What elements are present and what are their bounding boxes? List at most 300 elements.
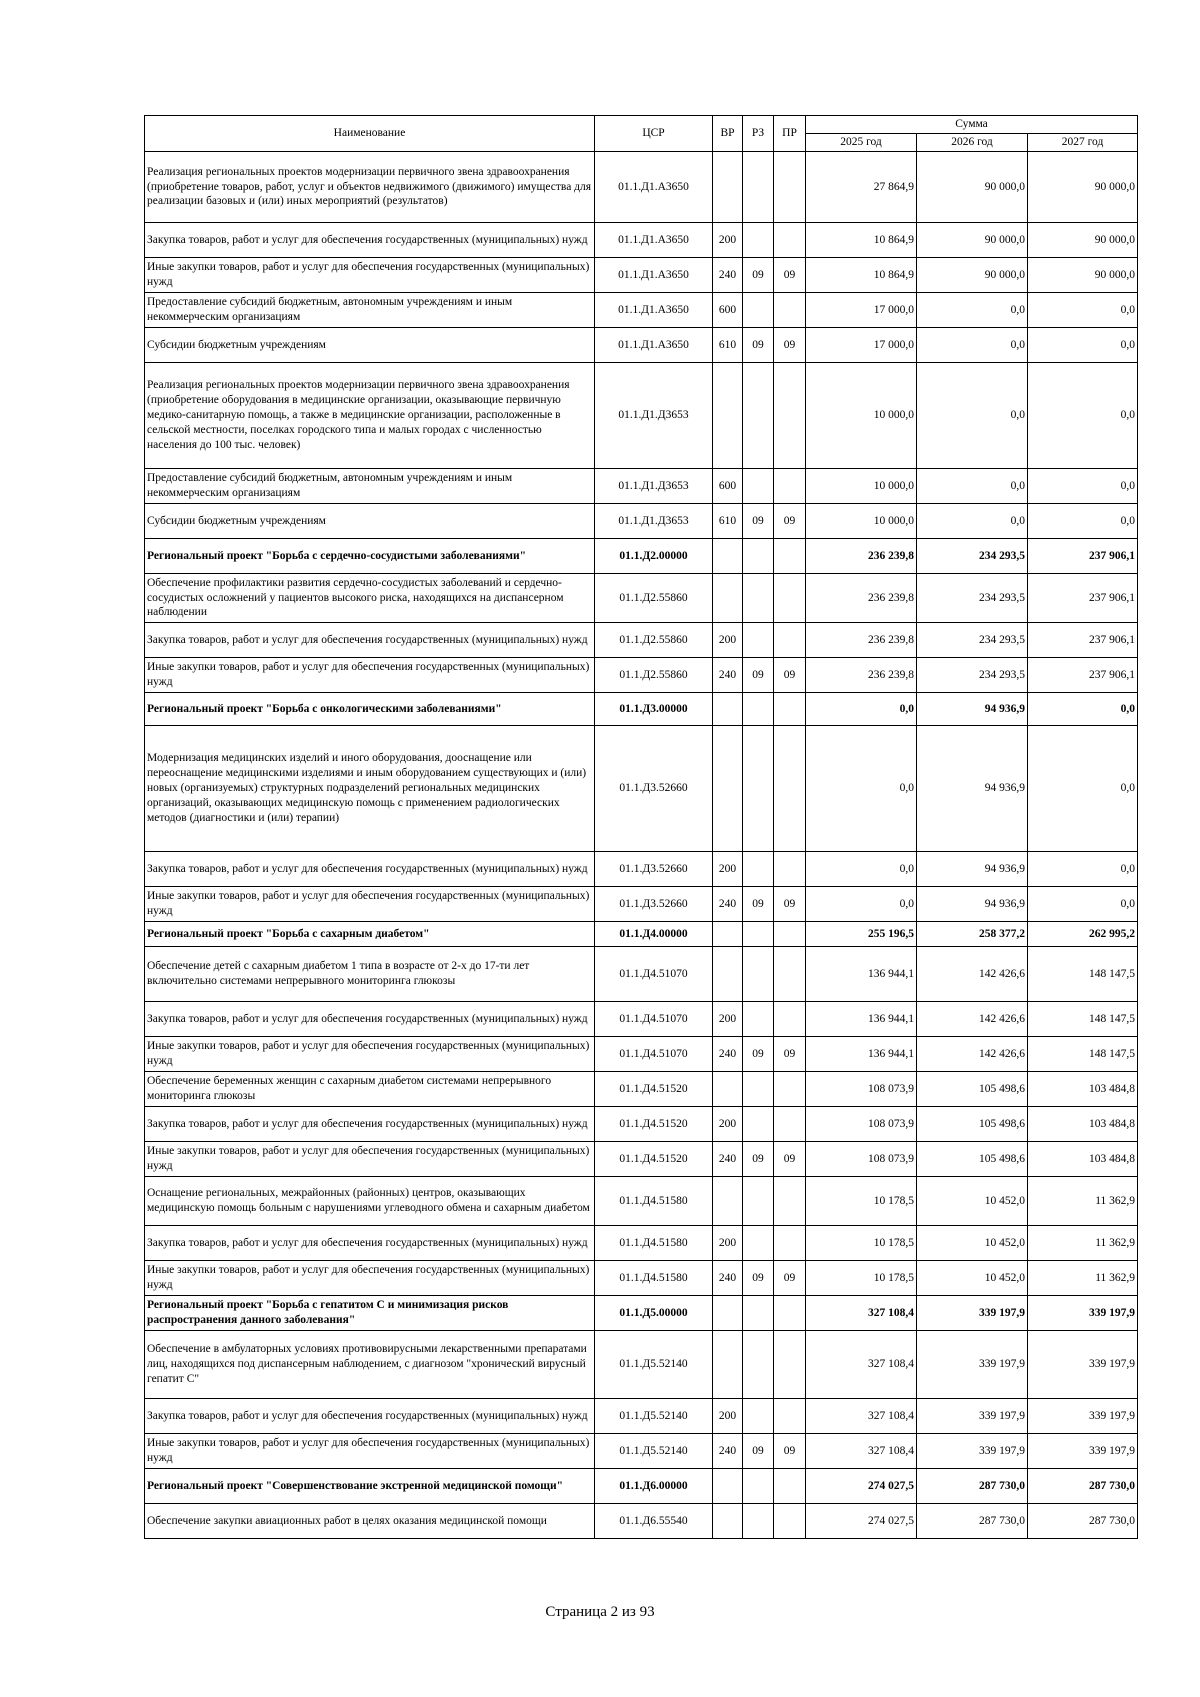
cell-rz [743, 574, 774, 623]
table-row [145, 947, 1138, 1002]
cell-vr: 240 [713, 1142, 743, 1177]
header-pr: ПР [774, 116, 806, 152]
table-row [145, 328, 1138, 363]
table-row [145, 658, 1138, 693]
cell-csr: 01.1.Д1.А3650 [595, 258, 713, 293]
cell-amount-2027: 0,0 [1028, 363, 1138, 469]
cell-pr [774, 1296, 806, 1331]
cell-csr: 01.1.Д2.00000 [595, 539, 713, 574]
cell-name: Региональный проект "Борьба с онкологическими заболеваниями" [145, 693, 595, 726]
cell-rz: 09 [743, 887, 774, 922]
cell-pr: 09 [774, 1261, 806, 1296]
header-year-2027: 2027 год [1028, 134, 1138, 152]
cell-amount-2026: 234 293,5 [917, 574, 1028, 623]
cell-name: Реализация региональных проектов модернизации первичного звена здравоохранения (приобретение оборудования в медицинские организации, оказывающие первичную медико-санитарную помощь, а также в медицинские организации, расположенные в сельской местности, поселках городского типа и малых городах с численностью населения до 100 тыс. человек) [145, 363, 595, 469]
cell-rz [743, 1296, 774, 1331]
cell-rz [743, 693, 774, 726]
cell-amount-2025: 255 196,5 [806, 922, 917, 947]
cell-name: Иные закупки товаров, работ и услуг для обеспечения государственных (муниципальных) нужд [145, 1142, 595, 1177]
table-row [145, 1142, 1138, 1177]
cell-rz: 09 [743, 328, 774, 363]
cell-csr: 01.1.Д1.А3650 [595, 328, 713, 363]
cell-amount-2026: 10 452,0 [917, 1226, 1028, 1261]
cell-amount-2026: 0,0 [917, 293, 1028, 328]
cell-pr [774, 1177, 806, 1226]
table-row [145, 1261, 1138, 1296]
header-year-2026: 2026 год [917, 134, 1028, 152]
header-vr: ВР [713, 116, 743, 152]
cell-amount-2025: 10 864,9 [806, 223, 917, 258]
cell-name: Обеспечение детей с сахарным диабетом 1 типа в возрасте от 2-х до 17-ти лет включительно системами непрерывного мониторинга глюкозы [145, 947, 595, 1002]
cell-rz [743, 469, 774, 504]
cell-amount-2026: 339 197,9 [917, 1296, 1028, 1331]
cell-amount-2025: 17 000,0 [806, 328, 917, 363]
cell-csr: 01.1.Д1.Д3653 [595, 363, 713, 469]
cell-vr: 200 [713, 1226, 743, 1261]
cell-amount-2025: 0,0 [806, 852, 917, 887]
cell-amount-2027: 103 484,8 [1028, 1142, 1138, 1177]
cell-name: Субсидии бюджетным учреждениям [145, 504, 595, 539]
cell-name: Обеспечение беременных женщин с сахарным диабетом системами непрерывного мониторинга глюкозы [145, 1072, 595, 1107]
cell-amount-2027: 148 147,5 [1028, 1002, 1138, 1037]
cell-amount-2026: 94 936,9 [917, 693, 1028, 726]
cell-amount-2026: 94 936,9 [917, 887, 1028, 922]
cell-csr: 01.1.Д2.55860 [595, 574, 713, 623]
cell-rz [743, 1226, 774, 1261]
cell-vr [713, 1296, 743, 1331]
cell-rz: 09 [743, 658, 774, 693]
cell-csr: 01.1.Д1.Д3653 [595, 469, 713, 504]
budget-table [144, 115, 1138, 1539]
cell-amount-2026: 105 498,6 [917, 1072, 1028, 1107]
cell-amount-2027: 90 000,0 [1028, 223, 1138, 258]
cell-amount-2026: 339 197,9 [917, 1331, 1028, 1399]
cell-amount-2025: 136 944,1 [806, 1037, 917, 1072]
cell-amount-2026: 0,0 [917, 328, 1028, 363]
cell-csr: 01.1.Д4.51580 [595, 1226, 713, 1261]
cell-pr [774, 1469, 806, 1504]
cell-amount-2027: 339 197,9 [1028, 1296, 1138, 1331]
cell-rz [743, 1107, 774, 1142]
cell-vr: 240 [713, 258, 743, 293]
table-row [145, 1504, 1138, 1539]
page-number: Страница 2 из 93 [545, 1604, 655, 1620]
cell-amount-2025: 10 000,0 [806, 469, 917, 504]
cell-rz: 09 [743, 1434, 774, 1469]
cell-csr: 01.1.Д5.00000 [595, 1296, 713, 1331]
cell-vr: 240 [713, 658, 743, 693]
cell-rz [743, 623, 774, 658]
cell-rz [743, 1177, 774, 1226]
cell-pr [774, 1002, 806, 1037]
table-row [145, 152, 1138, 223]
cell-pr: 09 [774, 504, 806, 539]
cell-amount-2025: 10 000,0 [806, 363, 917, 469]
cell-vr [713, 947, 743, 1002]
cell-name: Обеспечение профилактики развития сердечно-сосудистых заболеваний и сердечно-сосудистых осложнений у пациентов высокого риска, находящихся на диспансерном наблюдении [145, 574, 595, 623]
table-row [145, 887, 1138, 922]
cell-amount-2027: 90 000,0 [1028, 152, 1138, 223]
cell-amount-2026: 105 498,6 [917, 1107, 1028, 1142]
table-row [145, 469, 1138, 504]
cell-amount-2026: 234 293,5 [917, 658, 1028, 693]
cell-amount-2025: 17 000,0 [806, 293, 917, 328]
cell-name: Закупка товаров, работ и услуг для обеспечения государственных (муниципальных) нужд [145, 852, 595, 887]
cell-rz [743, 922, 774, 947]
cell-name: Закупка товаров, работ и услуг для обеспечения государственных (муниципальных) нужд [145, 223, 595, 258]
cell-vr: 200 [713, 223, 743, 258]
cell-amount-2025: 0,0 [806, 887, 917, 922]
cell-amount-2027: 0,0 [1028, 852, 1138, 887]
table-row [145, 1434, 1138, 1469]
cell-vr [713, 152, 743, 223]
cell-pr: 09 [774, 328, 806, 363]
cell-rz: 09 [743, 1037, 774, 1072]
cell-vr: 600 [713, 293, 743, 328]
cell-name: Региональный проект "Борьба с сахарным диабетом" [145, 922, 595, 947]
cell-pr [774, 574, 806, 623]
header-sum: Сумма [806, 116, 1138, 134]
cell-vr [713, 726, 743, 852]
cell-rz [743, 223, 774, 258]
cell-csr: 01.1.Д2.55860 [595, 623, 713, 658]
cell-vr [713, 574, 743, 623]
cell-amount-2025: 108 073,9 [806, 1107, 917, 1142]
cell-csr: 01.1.Д6.00000 [595, 1469, 713, 1504]
cell-rz [743, 1331, 774, 1399]
cell-csr: 01.1.Д5.52140 [595, 1331, 713, 1399]
cell-csr: 01.1.Д1.А3650 [595, 152, 713, 223]
cell-amount-2027: 237 906,1 [1028, 574, 1138, 623]
cell-amount-2026: 94 936,9 [917, 852, 1028, 887]
table-row [145, 1399, 1138, 1434]
cell-vr [713, 1504, 743, 1539]
cell-name: Закупка товаров, работ и услуг для обеспечения государственных (муниципальных) нужд [145, 623, 595, 658]
cell-vr: 600 [713, 469, 743, 504]
cell-amount-2027: 0,0 [1028, 469, 1138, 504]
cell-vr: 200 [713, 852, 743, 887]
cell-vr: 610 [713, 504, 743, 539]
cell-csr: 01.1.Д1.Д3653 [595, 504, 713, 539]
cell-rz [743, 1469, 774, 1504]
cell-name: Закупка товаров, работ и услуг для обеспечения государственных (муниципальных) нужд [145, 1107, 595, 1142]
cell-name: Обеспечение в амбулаторных условиях противовирусными лекарственными препаратами лиц, находящихся под диспансерным наблюдением, с диагнозом "хронический вирусный гепатит С" [145, 1331, 595, 1399]
cell-pr [774, 947, 806, 1002]
table-row [145, 223, 1138, 258]
cell-amount-2025: 10 178,5 [806, 1261, 917, 1296]
cell-pr [774, 363, 806, 469]
cell-csr: 01.1.Д4.51580 [595, 1177, 713, 1226]
cell-name: Закупка товаров, работ и услуг для обеспечения государственных (муниципальных) нужд [145, 1002, 595, 1037]
cell-vr [713, 693, 743, 726]
cell-amount-2026: 339 197,9 [917, 1399, 1028, 1434]
cell-rz [743, 852, 774, 887]
cell-rz [743, 947, 774, 1002]
cell-csr: 01.1.Д4.51520 [595, 1072, 713, 1107]
table-row-section [145, 1296, 1138, 1331]
cell-pr: 09 [774, 1434, 806, 1469]
cell-name: Оснащение региональных, межрайонных (районных) центров, оказывающих медицинскую помощь больным с нарушениями углеводного обмена и сахарным диабетом [145, 1177, 595, 1226]
cell-pr [774, 469, 806, 504]
cell-amount-2026: 10 452,0 [917, 1261, 1028, 1296]
cell-name: Иные закупки товаров, работ и услуг для обеспечения государственных (муниципальных) нужд [145, 887, 595, 922]
cell-amount-2027: 339 197,9 [1028, 1331, 1138, 1399]
cell-vr: 610 [713, 328, 743, 363]
cell-rz [743, 293, 774, 328]
cell-name: Региональный проект "Борьба с гепатитом С и минимизация рисков распространения данного заболевания" [145, 1296, 595, 1331]
table-row [145, 1177, 1138, 1226]
table-row [145, 258, 1138, 293]
cell-pr [774, 1331, 806, 1399]
cell-vr [713, 539, 743, 574]
cell-rz [743, 1504, 774, 1539]
cell-amount-2026: 94 936,9 [917, 726, 1028, 852]
cell-amount-2026: 90 000,0 [917, 223, 1028, 258]
cell-amount-2027: 339 197,9 [1028, 1399, 1138, 1434]
cell-rz [743, 1399, 774, 1434]
header-rz: РЗ [743, 116, 774, 152]
cell-amount-2025: 236 239,8 [806, 539, 917, 574]
cell-amount-2026: 287 730,0 [917, 1469, 1028, 1504]
cell-vr [713, 1469, 743, 1504]
cell-amount-2027: 0,0 [1028, 693, 1138, 726]
cell-pr [774, 539, 806, 574]
cell-amount-2027: 90 000,0 [1028, 258, 1138, 293]
cell-amount-2026: 10 452,0 [917, 1177, 1028, 1226]
cell-rz [743, 1002, 774, 1037]
cell-vr [713, 1177, 743, 1226]
cell-rz [743, 539, 774, 574]
cell-csr: 01.1.Д4.00000 [595, 922, 713, 947]
cell-rz [743, 363, 774, 469]
table-row [145, 504, 1138, 539]
cell-amount-2027: 11 362,9 [1028, 1177, 1138, 1226]
cell-name: Иные закупки товаров, работ и услуг для обеспечения государственных (муниципальных) нужд [145, 1261, 595, 1296]
header-year-2025: 2025 год [806, 134, 917, 152]
table-row [145, 1226, 1138, 1261]
cell-name: Региональный проект "Совершенствование экстренной медицинской помощи" [145, 1469, 595, 1504]
table-row [145, 1107, 1138, 1142]
cell-amount-2025: 236 239,8 [806, 658, 917, 693]
cell-amount-2027: 11 362,9 [1028, 1261, 1138, 1296]
table-row [145, 1331, 1138, 1399]
cell-csr: 01.1.Д1.А3650 [595, 293, 713, 328]
cell-amount-2025: 327 108,4 [806, 1331, 917, 1399]
cell-amount-2026: 105 498,6 [917, 1142, 1028, 1177]
cell-amount-2026: 0,0 [917, 469, 1028, 504]
cell-amount-2026: 142 426,6 [917, 1002, 1028, 1037]
cell-amount-2025: 136 944,1 [806, 947, 917, 1002]
cell-rz [743, 1072, 774, 1107]
cell-name: Закупка товаров, работ и услуг для обеспечения государственных (муниципальных) нужд [145, 1399, 595, 1434]
cell-name: Иные закупки товаров, работ и услуг для обеспечения государственных (муниципальных) нужд [145, 1037, 595, 1072]
cell-pr [774, 1107, 806, 1142]
cell-amount-2025: 10 864,9 [806, 258, 917, 293]
table-row [145, 293, 1138, 328]
cell-pr: 09 [774, 258, 806, 293]
cell-vr: 240 [713, 1434, 743, 1469]
cell-pr [774, 152, 806, 223]
cell-csr: 01.1.Д4.51520 [595, 1107, 713, 1142]
cell-pr [774, 1399, 806, 1434]
cell-csr: 01.1.Д4.51070 [595, 1002, 713, 1037]
cell-name: Предоставление субсидий бюджетным, автономным учреждениям и иным некоммерческим организациям [145, 469, 595, 504]
cell-csr: 01.1.Д5.52140 [595, 1399, 713, 1434]
cell-amount-2027: 237 906,1 [1028, 623, 1138, 658]
cell-csr: 01.1.Д6.55540 [595, 1504, 713, 1539]
cell-amount-2025: 10 000,0 [806, 504, 917, 539]
table-row-section [145, 922, 1138, 947]
cell-vr [713, 1072, 743, 1107]
cell-pr [774, 852, 806, 887]
cell-amount-2027: 103 484,8 [1028, 1072, 1138, 1107]
table-row-section [145, 539, 1138, 574]
cell-csr: 01.1.Д5.52140 [595, 1434, 713, 1469]
cell-amount-2027: 0,0 [1028, 504, 1138, 539]
cell-amount-2025: 27 864,9 [806, 152, 917, 223]
cell-amount-2027: 11 362,9 [1028, 1226, 1138, 1261]
cell-amount-2025: 10 178,5 [806, 1177, 917, 1226]
cell-vr: 240 [713, 1037, 743, 1072]
cell-amount-2027: 0,0 [1028, 726, 1138, 852]
cell-amount-2025: 236 239,8 [806, 574, 917, 623]
cell-amount-2027: 287 730,0 [1028, 1469, 1138, 1504]
cell-rz [743, 726, 774, 852]
cell-pr [774, 1226, 806, 1261]
cell-amount-2027: 0,0 [1028, 328, 1138, 363]
cell-amount-2026: 142 426,6 [917, 1037, 1028, 1072]
cell-csr: 01.1.Д4.51070 [595, 947, 713, 1002]
cell-vr [713, 363, 743, 469]
cell-csr: 01.1.Д4.51520 [595, 1142, 713, 1177]
cell-amount-2026: 90 000,0 [917, 258, 1028, 293]
cell-amount-2025: 327 108,4 [806, 1399, 917, 1434]
cell-amount-2027: 0,0 [1028, 293, 1138, 328]
cell-name: Обеспечение закупки авиационных работ в целях оказания медицинской помощи [145, 1504, 595, 1539]
cell-amount-2027: 237 906,1 [1028, 539, 1138, 574]
cell-amount-2025: 274 027,5 [806, 1504, 917, 1539]
cell-csr: 01.1.Д2.55860 [595, 658, 713, 693]
cell-amount-2027: 287 730,0 [1028, 1504, 1138, 1539]
cell-vr [713, 922, 743, 947]
cell-amount-2026: 234 293,5 [917, 539, 1028, 574]
cell-pr [774, 1504, 806, 1539]
cell-pr [774, 922, 806, 947]
cell-name: Региональный проект "Борьба с сердечно-сосудистыми заболеваниями" [145, 539, 595, 574]
cell-pr [774, 293, 806, 328]
cell-csr: 01.1.Д4.51580 [595, 1261, 713, 1296]
cell-name: Субсидии бюджетным учреждениям [145, 328, 595, 363]
cell-vr: 240 [713, 1261, 743, 1296]
cell-amount-2026: 0,0 [917, 363, 1028, 469]
header-csr: ЦСР [595, 116, 713, 152]
cell-amount-2027: 262 995,2 [1028, 922, 1138, 947]
cell-amount-2025: 108 073,9 [806, 1072, 917, 1107]
cell-rz: 09 [743, 1142, 774, 1177]
cell-amount-2025: 0,0 [806, 693, 917, 726]
cell-pr: 09 [774, 887, 806, 922]
cell-amount-2025: 327 108,4 [806, 1434, 917, 1469]
cell-name: Предоставление субсидий бюджетным, автономным учреждениям и иным некоммерческим организациям [145, 293, 595, 328]
table-row [145, 1002, 1138, 1037]
cell-amount-2025: 327 108,4 [806, 1296, 917, 1331]
cell-name: Закупка товаров, работ и услуг для обеспечения государственных (муниципальных) нужд [145, 1226, 595, 1261]
cell-rz: 09 [743, 258, 774, 293]
cell-name: Иные закупки товаров, работ и услуг для обеспечения государственных (муниципальных) нужд [145, 658, 595, 693]
cell-pr [774, 623, 806, 658]
cell-amount-2026: 0,0 [917, 504, 1028, 539]
cell-amount-2026: 142 426,6 [917, 947, 1028, 1002]
cell-amount-2027: 237 906,1 [1028, 658, 1138, 693]
table-body [145, 152, 1138, 1539]
cell-pr [774, 693, 806, 726]
cell-amount-2025: 136 944,1 [806, 1002, 917, 1037]
table-row [145, 574, 1138, 623]
cell-csr: 01.1.Д3.52660 [595, 887, 713, 922]
cell-pr: 09 [774, 658, 806, 693]
cell-pr: 09 [774, 1037, 806, 1072]
cell-vr [713, 1331, 743, 1399]
cell-csr: 01.1.Д3.52660 [595, 852, 713, 887]
cell-amount-2025: 236 239,8 [806, 623, 917, 658]
table-row [145, 726, 1138, 852]
cell-vr: 200 [713, 623, 743, 658]
cell-pr [774, 726, 806, 852]
cell-rz [743, 152, 774, 223]
cell-amount-2027: 339 197,9 [1028, 1434, 1138, 1469]
table-row-section [145, 693, 1138, 726]
cell-vr: 200 [713, 1002, 743, 1037]
cell-pr [774, 223, 806, 258]
cell-amount-2026: 339 197,9 [917, 1434, 1028, 1469]
cell-rz: 09 [743, 1261, 774, 1296]
cell-name: Иные закупки товаров, работ и услуг для обеспечения государственных (муниципальных) нужд [145, 258, 595, 293]
cell-vr: 200 [713, 1107, 743, 1142]
cell-name: Реализация региональных проектов модернизации первичного звена здравоохранения (приобретение товаров, работ, услуг и объектов недвижимого (движимого) имущества для реализации базовых и (или) иных мероприятий (результатов) [145, 152, 595, 223]
cell-amount-2026: 234 293,5 [917, 623, 1028, 658]
cell-amount-2026: 258 377,2 [917, 922, 1028, 947]
table-row [145, 1072, 1138, 1107]
cell-pr: 09 [774, 1142, 806, 1177]
cell-amount-2025: 274 027,5 [806, 1469, 917, 1504]
cell-pr [774, 1072, 806, 1107]
cell-amount-2027: 0,0 [1028, 887, 1138, 922]
cell-vr: 200 [713, 1399, 743, 1434]
table-row [145, 852, 1138, 887]
cell-csr: 01.1.Д3.00000 [595, 693, 713, 726]
cell-csr: 01.1.Д3.52660 [595, 726, 713, 852]
cell-name: Иные закупки товаров, работ и услуг для обеспечения государственных (муниципальных) нужд [145, 1434, 595, 1469]
table-row-section [145, 1469, 1138, 1504]
cell-amount-2025: 10 178,5 [806, 1226, 917, 1261]
cell-amount-2027: 148 147,5 [1028, 947, 1138, 1002]
cell-amount-2025: 0,0 [806, 726, 917, 852]
cell-name: Модернизация медицинских изделий и иного оборудования, дооснащение или переоснащение медицинскими изделиями и иным оборудованием существующих и (или) новых (организуемых) структурных подразделений региональных медицинских организаций, оказывающих медицинскую помощь с применением радиологических методов (диагностики и (или) терапии) [145, 726, 595, 852]
cell-rz: 09 [743, 504, 774, 539]
header-name: Наименование [145, 116, 595, 152]
table-row [145, 1037, 1138, 1072]
cell-amount-2027: 148 147,5 [1028, 1037, 1138, 1072]
cell-amount-2026: 287 730,0 [917, 1504, 1028, 1539]
cell-csr: 01.1.Д1.А3650 [595, 223, 713, 258]
cell-amount-2025: 108 073,9 [806, 1142, 917, 1177]
cell-amount-2026: 90 000,0 [917, 152, 1028, 223]
cell-vr: 240 [713, 887, 743, 922]
cell-amount-2027: 103 484,8 [1028, 1107, 1138, 1142]
cell-csr: 01.1.Д4.51070 [595, 1037, 713, 1072]
table-row [145, 363, 1138, 469]
table-row [145, 623, 1138, 658]
